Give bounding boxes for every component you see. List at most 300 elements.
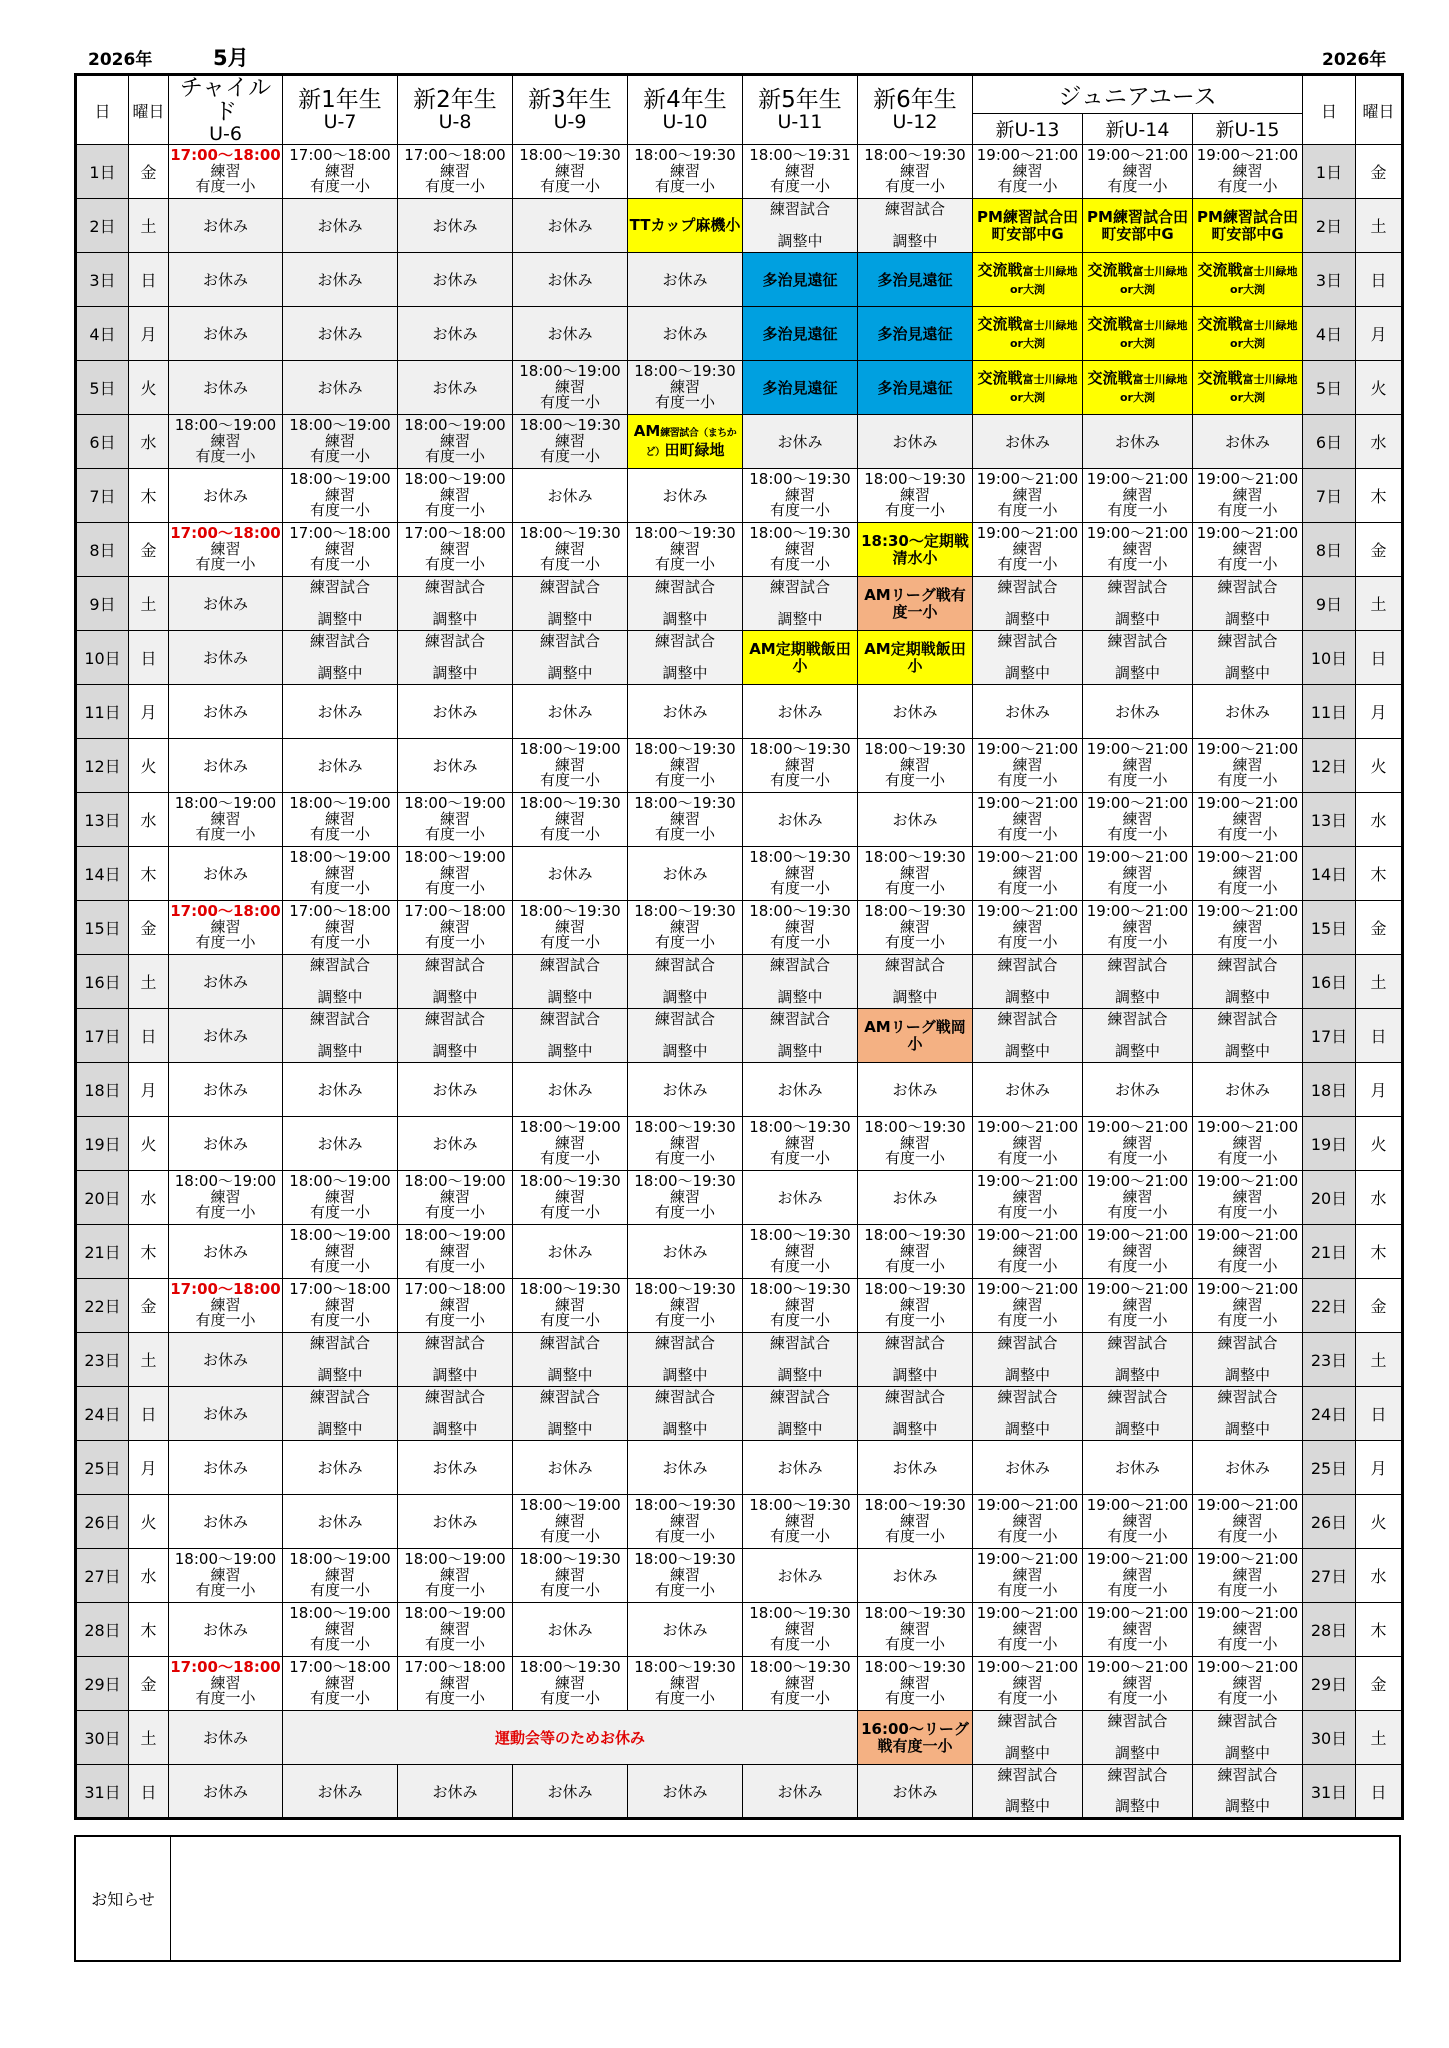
cell-line: 練習試合	[654, 578, 715, 596]
cell-line: 有度一小	[997, 1311, 1058, 1330]
cell-line: 練習	[1122, 755, 1153, 774]
cell-line: 調整中	[777, 987, 823, 1006]
off-cell: お休み	[628, 1603, 743, 1657]
cell-line: 19:00～21:00	[1086, 1604, 1189, 1623]
cell-line: 調整中	[317, 1419, 363, 1438]
schedule-body	[76, 145, 1403, 1819]
cell-line: 調整中	[1225, 1743, 1271, 1762]
practice-cell	[513, 793, 628, 847]
cell-line: 練習	[899, 1241, 930, 1260]
cell-line: 19:00～21:00	[1086, 1118, 1189, 1137]
table-row	[76, 1657, 1403, 1711]
cell-line: 有度一小	[997, 933, 1058, 952]
cell-line: 有度一小	[884, 1257, 945, 1276]
practice-cell	[398, 1549, 513, 1603]
match-pending-cell	[973, 1765, 1083, 1819]
header-team-u9	[513, 75, 628, 145]
cell-line: 練習	[1232, 1511, 1263, 1530]
cell-line: 17:00～18:00	[289, 1280, 391, 1299]
off-cell: お休み	[1193, 1441, 1303, 1495]
off-cell: お休み	[513, 469, 628, 523]
cell-line: 有度一小	[654, 177, 715, 196]
cell-line: 17:00～18:00	[289, 524, 391, 543]
cell-line: 18:00～19:00	[289, 1550, 391, 1569]
match-pending-cell	[1193, 1009, 1303, 1063]
cell-line: 18:00～19:30	[864, 1226, 966, 1245]
off-cell: お休み	[1193, 1063, 1303, 1117]
practice-cell	[973, 793, 1083, 847]
practice-cell	[513, 415, 628, 469]
practice-cell	[283, 1171, 398, 1225]
cell-line: 調整中	[662, 1041, 708, 1060]
cell-line: 練習試合	[424, 632, 485, 650]
cell-line: 練習	[899, 917, 930, 936]
cell-line: 練習試合（まちかど）	[645, 427, 737, 458]
table-row	[76, 793, 1403, 847]
header-team-u8	[398, 75, 513, 145]
weekday-cell: 火	[129, 1117, 169, 1171]
weekday-cell: 土	[129, 1333, 169, 1387]
header-team-u7	[283, 75, 398, 145]
cell-line: 練習	[439, 1619, 470, 1638]
cell-line: 練習試合	[539, 632, 600, 650]
cell-line: 有度一小	[309, 555, 370, 574]
off-cell: お休み	[283, 199, 398, 253]
team-header-age: U-10	[662, 111, 708, 133]
practice-cell	[973, 739, 1083, 793]
event-cell	[973, 199, 1083, 253]
cell-line: 練習	[1122, 1295, 1153, 1314]
practice-cell	[1193, 1117, 1303, 1171]
cell-line: 調整中	[892, 1419, 938, 1438]
off-cell: お休み	[743, 1549, 858, 1603]
cell-line: 調整中	[662, 609, 708, 628]
practice-cell	[858, 1225, 973, 1279]
cell-line: 18:00～19:00	[174, 1550, 277, 1569]
practice-cell	[1083, 1603, 1193, 1657]
off-cell: お休み	[1083, 1441, 1193, 1495]
practice-cell	[1083, 901, 1193, 955]
cell-line: 練習	[1012, 863, 1043, 882]
cell-line: 調整中	[1114, 1419, 1160, 1438]
cell-line: リーグ戦	[890, 1017, 951, 1036]
cell-line: 有度一小	[769, 177, 830, 196]
cell-line: 19:00～21:00	[976, 1658, 1079, 1677]
cell-line: 練習	[1232, 809, 1263, 828]
practice-cell	[1083, 145, 1193, 199]
table-row	[76, 523, 1403, 577]
cell-line: 富士川緑地or大渕	[1120, 318, 1188, 350]
cell-line: 練習	[669, 1565, 700, 1584]
table-row	[76, 1765, 1403, 1819]
practice-cell	[973, 1171, 1083, 1225]
day-cell-right: 30日	[1303, 1711, 1356, 1765]
cell-line: 19:00～21:00	[1196, 1658, 1299, 1677]
cell-line: 18:30～	[861, 531, 924, 550]
off-cell: お休み	[628, 1225, 743, 1279]
table-row	[76, 199, 1403, 253]
cell-line: 練習	[669, 755, 700, 774]
practice-cell	[628, 1171, 743, 1225]
cell-line: 有度一小	[309, 1257, 370, 1276]
practice-cell	[973, 145, 1083, 199]
match-pending-cell	[743, 1387, 858, 1441]
cell-line: 練習試合	[539, 1388, 600, 1406]
off-cell: お休み	[169, 955, 283, 1009]
cell-line: 調整中	[547, 987, 593, 1006]
weekday-cell-right: 火	[1356, 1117, 1403, 1171]
cell-line: 練習	[1122, 1619, 1153, 1638]
cell-line: AM	[864, 585, 891, 604]
day-cell: 3日	[76, 253, 129, 307]
cell-line: 18:00～19:30	[519, 1658, 621, 1677]
practice-cell	[973, 1117, 1083, 1171]
day-cell-right: 23日	[1303, 1333, 1356, 1387]
practice-cell	[973, 1603, 1083, 1657]
cell-line: 18:00～19:30	[749, 902, 851, 921]
cell-line: 19:00～21:00	[1196, 524, 1299, 543]
practice-cell	[1193, 1495, 1303, 1549]
cell-line: 有度一小	[539, 1311, 600, 1330]
cell-line: 練習	[1232, 755, 1263, 774]
cell-line: 練習試合	[1217, 1334, 1278, 1352]
cell-line: 有度一小	[1217, 501, 1278, 520]
day-cell: 19日	[76, 1117, 129, 1171]
cell-line: 18:00～19:30	[864, 848, 966, 867]
table-row	[76, 1009, 1403, 1063]
practice-cell	[169, 1549, 283, 1603]
off-cell: お休み	[513, 307, 628, 361]
cell-line: 調整中	[547, 1419, 593, 1438]
cell-line: 練習	[554, 161, 585, 180]
event-cell	[973, 361, 1083, 415]
off-cell: お休み	[628, 847, 743, 901]
weekday-cell-right: 水	[1356, 793, 1403, 847]
notice-body	[172, 1837, 1399, 1960]
cell-line: 練習	[1012, 917, 1043, 936]
cell-line: 有度一小	[884, 1689, 945, 1708]
practice-cell	[398, 469, 513, 523]
day-cell: 8日	[76, 523, 129, 577]
practice-cell	[1193, 1657, 1303, 1711]
cell-line: 18:00～19:30	[634, 146, 736, 165]
day-cell: 20日	[76, 1171, 129, 1225]
cell-line: 清水小	[892, 548, 938, 567]
cell-line: 練習	[669, 1673, 700, 1692]
practice-cell	[743, 1657, 858, 1711]
cell-line: 有度一小	[1217, 1527, 1278, 1546]
practice-cell	[283, 793, 398, 847]
practice-cell	[973, 847, 1083, 901]
off-cell: お休み	[743, 793, 858, 847]
cell-line: 飯田小	[907, 639, 966, 675]
cell-line: 練習	[899, 755, 930, 774]
cell-line: 練習	[324, 161, 355, 180]
practice-cell	[628, 1279, 743, 1333]
off-cell: お休み	[973, 685, 1083, 739]
practice-cell	[1193, 1549, 1303, 1603]
holiday-span-cell: 運動会等のためお休み	[283, 1711, 858, 1765]
cell-line: 有度一小	[309, 1311, 370, 1330]
notice-label: お知らせ	[76, 1837, 171, 1960]
cell-line: 練習	[1122, 1133, 1153, 1152]
off-cell: お休み	[283, 1117, 398, 1171]
cell-line: 練習試合	[1107, 1334, 1168, 1352]
practice-cell	[169, 523, 283, 577]
cell-line: 19:00～21:00	[976, 1550, 1079, 1569]
cell-line: 有度一小	[769, 1527, 830, 1546]
weekday-cell-right: 金	[1356, 1279, 1403, 1333]
cell-line: 18:00～19:30	[634, 1496, 736, 1515]
cell-line: 練習	[324, 1241, 355, 1260]
cell-line: 調整中	[892, 987, 938, 1006]
match-pending-cell	[743, 1333, 858, 1387]
cell-line: 練習	[669, 539, 700, 558]
cell-line: 練習	[324, 1619, 355, 1638]
cell-line: 有度一小	[195, 555, 256, 574]
cell-line: 調整中	[1004, 663, 1050, 682]
table-row	[76, 631, 1403, 685]
off-cell: お休み	[283, 253, 398, 307]
cell-line: 調整中	[547, 1041, 593, 1060]
cell-line: 調整中	[432, 663, 478, 682]
cell-line: 練習	[669, 1511, 700, 1530]
cell-line: 18:00～19:30	[749, 848, 851, 867]
cell-line: 練習	[1232, 863, 1263, 882]
day-cell-right: 26日	[1303, 1495, 1356, 1549]
practice-cell	[398, 145, 513, 199]
weekday-cell-right: 土	[1356, 1711, 1403, 1765]
cell-line: 調整中	[1225, 1797, 1271, 1815]
cell-line: 練習	[439, 1187, 470, 1206]
table-row	[76, 685, 1403, 739]
cell-line: 練習	[669, 809, 700, 828]
day-cell: 5日	[76, 361, 129, 415]
practice-cell	[398, 1279, 513, 1333]
cell-line: 練習	[210, 161, 241, 180]
cell-line: 練習	[784, 539, 815, 558]
cell-line: 練習試合	[884, 1334, 945, 1352]
off-cell: お休み	[628, 685, 743, 739]
match-pending-cell	[398, 1333, 513, 1387]
cell-line: 19:00～21:00	[1196, 1172, 1299, 1191]
table-row	[76, 1441, 1403, 1495]
cell-line: 19:00～21:00	[976, 1226, 1079, 1245]
weekday-cell-right: 火	[1356, 739, 1403, 793]
off-cell: お休み	[283, 361, 398, 415]
cell-line: 19:00～21:00	[1086, 740, 1189, 759]
cell-line: 富士川緑地or大渕	[1120, 264, 1188, 296]
cell-line: 19:00～21:00	[976, 1496, 1079, 1515]
off-cell: お休み	[973, 1441, 1083, 1495]
cell-line: 練習	[1232, 161, 1263, 180]
event-cell	[858, 631, 973, 685]
cell-line: 練習試合	[997, 956, 1058, 974]
cell-line: 有度一小	[892, 1736, 953, 1755]
expedition-cell: 多治見遠征	[858, 307, 973, 361]
team-header-age: U-12	[892, 111, 938, 133]
day-cell-right: 8日	[1303, 523, 1356, 577]
cell-line: 調整中	[1114, 609, 1160, 628]
day-cell-right: 17日	[1303, 1009, 1356, 1063]
cell-line: 19:00～21:00	[1086, 1550, 1189, 1569]
off-cell: お休み	[398, 1765, 513, 1819]
day-cell: 7日	[76, 469, 129, 523]
day-cell: 27日	[76, 1549, 129, 1603]
cell-line: 有度一小	[654, 825, 715, 844]
cell-line: 調整中	[317, 609, 363, 628]
practice-cell	[1083, 1657, 1193, 1711]
match-pending-cell	[283, 955, 398, 1009]
match-pending-cell	[858, 1387, 973, 1441]
cell-line: 練習試合	[654, 956, 715, 974]
cell-line: 練習	[554, 1673, 585, 1692]
cell-line: 練習	[784, 1619, 815, 1638]
cell-line: 練習	[1232, 1673, 1263, 1692]
practice-cell	[169, 1657, 283, 1711]
off-cell: お休み	[283, 685, 398, 739]
match-pending-cell	[513, 1009, 628, 1063]
team-header-age: U-11	[777, 111, 823, 133]
day-cell-right: 4日	[1303, 307, 1356, 361]
match-pending-cell	[513, 955, 628, 1009]
cell-line: 練習	[554, 431, 585, 450]
cell-line: 練習	[1012, 1295, 1043, 1314]
table-row	[76, 1387, 1403, 1441]
practice-cell	[513, 145, 628, 199]
cell-line: 練習試合	[424, 1010, 485, 1028]
cell-line: 有度一小	[1107, 1689, 1168, 1708]
cell-line: 富士川緑地or大渕	[1230, 372, 1298, 404]
weekday-cell: 日	[129, 1765, 169, 1819]
team-header-name: 新2年生	[413, 87, 497, 113]
cell-line: 練習	[1012, 161, 1043, 180]
cell-line: 17:00～18:00	[289, 146, 391, 165]
match-pending-cell	[973, 1387, 1083, 1441]
cell-line: 練習試合	[769, 1010, 830, 1028]
practice-cell	[628, 361, 743, 415]
notice-box	[74, 1835, 1401, 1962]
off-cell: お休み	[513, 1225, 628, 1279]
cell-line: 19:00～21:00	[1086, 794, 1189, 813]
cell-line: 練習試合	[1107, 956, 1168, 974]
cell-line: 練習	[1122, 539, 1153, 558]
cell-line: 飯田小	[792, 639, 851, 675]
practice-cell	[1193, 901, 1303, 955]
cell-line: 18:00～19:30	[634, 1172, 736, 1191]
cell-line: 17:00～18:00	[170, 146, 281, 165]
cell-line: 有度一小	[997, 1635, 1058, 1654]
cell-line: 練習試合	[1002, 207, 1063, 226]
cell-line: 19:00～21:00	[1196, 740, 1299, 759]
off-cell: お休み	[398, 1063, 513, 1117]
cell-line: 18:00～19:30	[634, 1280, 736, 1299]
cell-line: 有度一小	[539, 1581, 600, 1600]
off-cell: お休み	[169, 469, 283, 523]
cell-line: 交流戦	[1087, 260, 1133, 279]
day-cell: 18日	[76, 1063, 129, 1117]
cell-line: 練習	[324, 485, 355, 504]
match-pending-cell	[973, 1711, 1083, 1765]
day-cell: 21日	[76, 1225, 129, 1279]
team-header-name: 新4年生	[643, 87, 727, 113]
cell-line: 練習	[1232, 917, 1263, 936]
cell-line: 有度一小	[1107, 501, 1168, 520]
off-cell: お休み	[858, 685, 973, 739]
weekday-cell-right: 金	[1356, 523, 1403, 577]
off-cell: お休み	[169, 847, 283, 901]
cell-line: 19:00～21:00	[1086, 470, 1189, 489]
cell-line: 調整中	[777, 1419, 823, 1438]
cell-line: 練習	[669, 161, 700, 180]
off-cell: お休み	[398, 1441, 513, 1495]
day-cell-right: 18日	[1303, 1063, 1356, 1117]
off-cell: お休み	[283, 1441, 398, 1495]
cell-line: 有度一小	[309, 1635, 370, 1654]
cell-line: 18:00～19:30	[634, 794, 736, 813]
match-pending-cell	[1193, 1765, 1303, 1819]
off-cell: お休み	[743, 1063, 858, 1117]
cell-line: 19:00～21:00	[1086, 1280, 1189, 1299]
practice-cell	[169, 145, 283, 199]
cell-line: 18:00～19:00	[519, 1496, 621, 1515]
expedition-cell: 多治見遠征	[743, 253, 858, 307]
cell-line: 17:00～18:00	[170, 902, 281, 921]
cell-line: 富士川緑地or大渕	[1230, 318, 1298, 350]
cell-line: 有度一小	[654, 1311, 715, 1330]
match-pending-cell	[398, 1387, 513, 1441]
off-cell: お休み	[513, 1441, 628, 1495]
practice-cell	[169, 1279, 283, 1333]
cell-line: 練習	[899, 863, 930, 882]
cell-line: 調整中	[1225, 987, 1271, 1006]
header-team-u12	[858, 75, 973, 145]
cell-line: 練習	[784, 863, 815, 882]
cell-line: 有度一小	[884, 177, 945, 196]
practice-cell	[513, 739, 628, 793]
cell-line: 練習	[210, 431, 241, 450]
weekday-cell: 土	[129, 1711, 169, 1765]
cell-line: 18:00～19:30	[749, 524, 851, 543]
cell-line: 練習	[210, 539, 241, 558]
practice-cell	[628, 1117, 743, 1171]
weekday-cell: 金	[129, 901, 169, 955]
match-pending-cell	[283, 577, 398, 631]
match-pending-cell	[1083, 1711, 1193, 1765]
practice-cell	[513, 1279, 628, 1333]
practice-cell	[628, 1495, 743, 1549]
off-cell: お休み	[513, 253, 628, 307]
practice-cell	[858, 145, 973, 199]
cell-line: 有度一小	[1217, 1635, 1278, 1654]
day-cell: 4日	[76, 307, 129, 361]
cell-line: 練習	[554, 1295, 585, 1314]
cell-line: 富士川緑地or大渕	[1120, 372, 1188, 404]
practice-cell	[743, 901, 858, 955]
weekday-cell: 土	[129, 577, 169, 631]
day-cell: 29日	[76, 1657, 129, 1711]
cell-line: 19:00～21:00	[1086, 524, 1189, 543]
off-cell: お休み	[398, 307, 513, 361]
cell-line: 有度一小	[424, 1635, 485, 1654]
cell-line: 練習	[1122, 161, 1153, 180]
cell-line: 練習試合	[1107, 1712, 1168, 1730]
cell-line: 有度一小	[424, 1203, 485, 1222]
league-cell	[858, 1711, 973, 1765]
off-cell: お休み	[398, 253, 513, 307]
off-cell: お休み	[1083, 1063, 1193, 1117]
cell-line: 交流戦	[1197, 314, 1243, 333]
